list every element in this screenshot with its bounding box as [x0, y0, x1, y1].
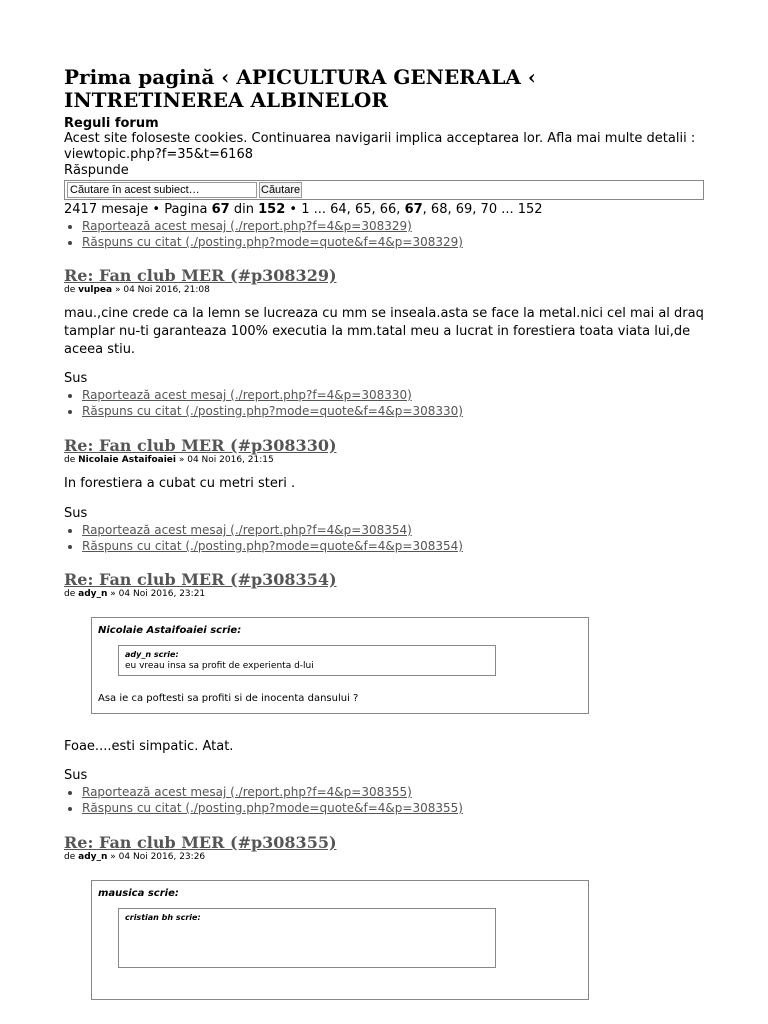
list-item: [82, 218, 704, 234]
page-links-after[interactable]: , 68, 69, 70 ... 152: [422, 202, 543, 217]
report-link[interactable]: Raportează acest mesaj (./report.php?f=4&p=308329): [82, 219, 412, 233]
back-to-top-link[interactable]: Sus: [64, 768, 88, 783]
quote-author: ady_n scrie:: [125, 650, 179, 659]
back-to-top-link[interactable]: Sus: [64, 371, 88, 386]
list-item: [82, 784, 704, 800]
page-title: Prima pagină ‹ APICULTURA GENERALA ‹ INTRETINEREA ALBINELOR: [64, 65, 536, 112]
blockquote: [91, 617, 589, 714]
page-label: Pagina: [164, 202, 208, 217]
author-link[interactable]: ady_n: [78, 589, 108, 599]
nested-blockquote: [118, 645, 496, 676]
post: [64, 436, 704, 554]
quote-link[interactable]: Răspuns cu citat (./posting.php?mode=quote&f=4&p=308354): [82, 539, 463, 553]
list-item: [82, 800, 704, 816]
post-title[interactable]: Re: Fan club MER (#p308329): [64, 266, 337, 285]
post: [64, 570, 704, 816]
post-links: [64, 522, 704, 554]
of-label: din: [233, 202, 254, 217]
quote-text: eu vreau insa sa profit de experienta d-lui: [125, 661, 314, 671]
list-item: [82, 522, 704, 538]
blockquote: [91, 880, 589, 1000]
post-content: In forestiera a cubat cu metri steri .: [64, 476, 296, 491]
post-content: mau.,cine crede ca la lemn se lucreaza cu mm se inseala.asta se face la metal.nici cel mai al draq tamplar nu-ti garanteaza 100% executia la mm.tatal meu a lucrat in forestiera toata viata lui,de aceea stiu.: [64, 306, 704, 357]
list-item: [82, 234, 704, 250]
page-links[interactable]: 1 ... 64, 65, 66,: [301, 202, 401, 217]
cookie-notice: Acest site foloseste cookies. Continuarea navigarii implica acceptarea lor. Afla mai multe detalii : viewtopic.php?f=35&t=6168: [64, 131, 696, 162]
author-link[interactable]: Nicolaie Astaifoaiei: [78, 455, 176, 465]
post-date: » 04 Noi 2016, 21:08: [114, 285, 210, 295]
post: [64, 833, 704, 1000]
search-input[interactable]: Căutare în acest subiect…: [67, 182, 257, 198]
page: [64, 0, 704, 1000]
post-byline: de ady_n » 04 Noi 2016, 23:26: [64, 852, 206, 862]
quote-text: Asa ie ca poftesti sa profiti si de inocenta dansului ?: [98, 693, 359, 704]
page-link-current: 67: [404, 202, 423, 217]
quote-link[interactable]: Răspuns cu citat (./posting.php?mode=quote&f=4&p=308329): [82, 235, 463, 249]
post-byline: de Nicolaie Astaifoaiei » 04 Noi 2016, 21:15: [64, 455, 274, 465]
nested-blockquote: [118, 908, 496, 968]
post-byline: de vulpea » 04 Noi 2016, 21:08: [64, 285, 210, 295]
search-button[interactable]: Căutare: [261, 184, 301, 196]
quote-link[interactable]: Răspuns cu citat (./posting.php?mode=quote&f=4&p=308355): [82, 801, 463, 815]
report-link[interactable]: Raportează acest mesaj (./report.php?f=4&p=308330): [82, 388, 412, 402]
post-title[interactable]: Re: Fan club MER (#p308330): [64, 436, 337, 455]
back-to-top-link[interactable]: Sus: [64, 506, 88, 521]
post-byline: de ady_n » 04 Noi 2016, 23:21: [64, 589, 206, 599]
report-link[interactable]: Raportează acest mesaj (./report.php?f=4&p=308354): [82, 523, 412, 537]
quote-author: cristian bh scrie:: [125, 913, 201, 922]
post-date: » 04 Noi 2016, 23:21: [110, 589, 206, 599]
post-links: [64, 784, 704, 816]
message-count: 2417 mesaje: [64, 202, 149, 217]
total-pages: 152: [258, 202, 286, 217]
pagination: 2417 mesaje • Pagina 67 din 152 • 1 ... 64, 65, 66, 67, 68, 69, 70 ... 152: [64, 202, 543, 217]
quote-author: mausica scrie:: [98, 888, 179, 899]
post-title[interactable]: Re: Fan club MER (#p308355): [64, 833, 337, 852]
post: [64, 266, 704, 419]
top-links: [64, 218, 704, 250]
post-title[interactable]: Re: Fan club MER (#p308354): [64, 570, 337, 589]
report-link[interactable]: Raportează acest mesaj (./report.php?f=4&p=308355): [82, 785, 412, 799]
quote-link[interactable]: Răspuns cu citat (./posting.php?mode=quote&f=4&p=308330): [82, 404, 463, 418]
current-page: 67: [211, 202, 230, 217]
author-link[interactable]: vulpea: [78, 285, 113, 295]
forum-rules-link[interactable]: Reguli forum: [64, 116, 159, 131]
list-item: [82, 538, 704, 554]
post-date: » 04 Noi 2016, 21:15: [178, 455, 274, 465]
list-item: [82, 403, 704, 419]
quote-author: Nicolaie Astaifoaiei scrie:: [98, 625, 242, 636]
post-content: Foae....esti simpatic. Atat.: [64, 739, 234, 754]
list-item: [82, 387, 704, 403]
author-link[interactable]: ady_n: [78, 852, 108, 862]
reply-button[interactable]: Răspunde: [64, 163, 129, 178]
search-form: [64, 180, 704, 200]
post-date: » 04 Noi 2016, 23:26: [110, 852, 206, 862]
post-links: [64, 387, 704, 419]
